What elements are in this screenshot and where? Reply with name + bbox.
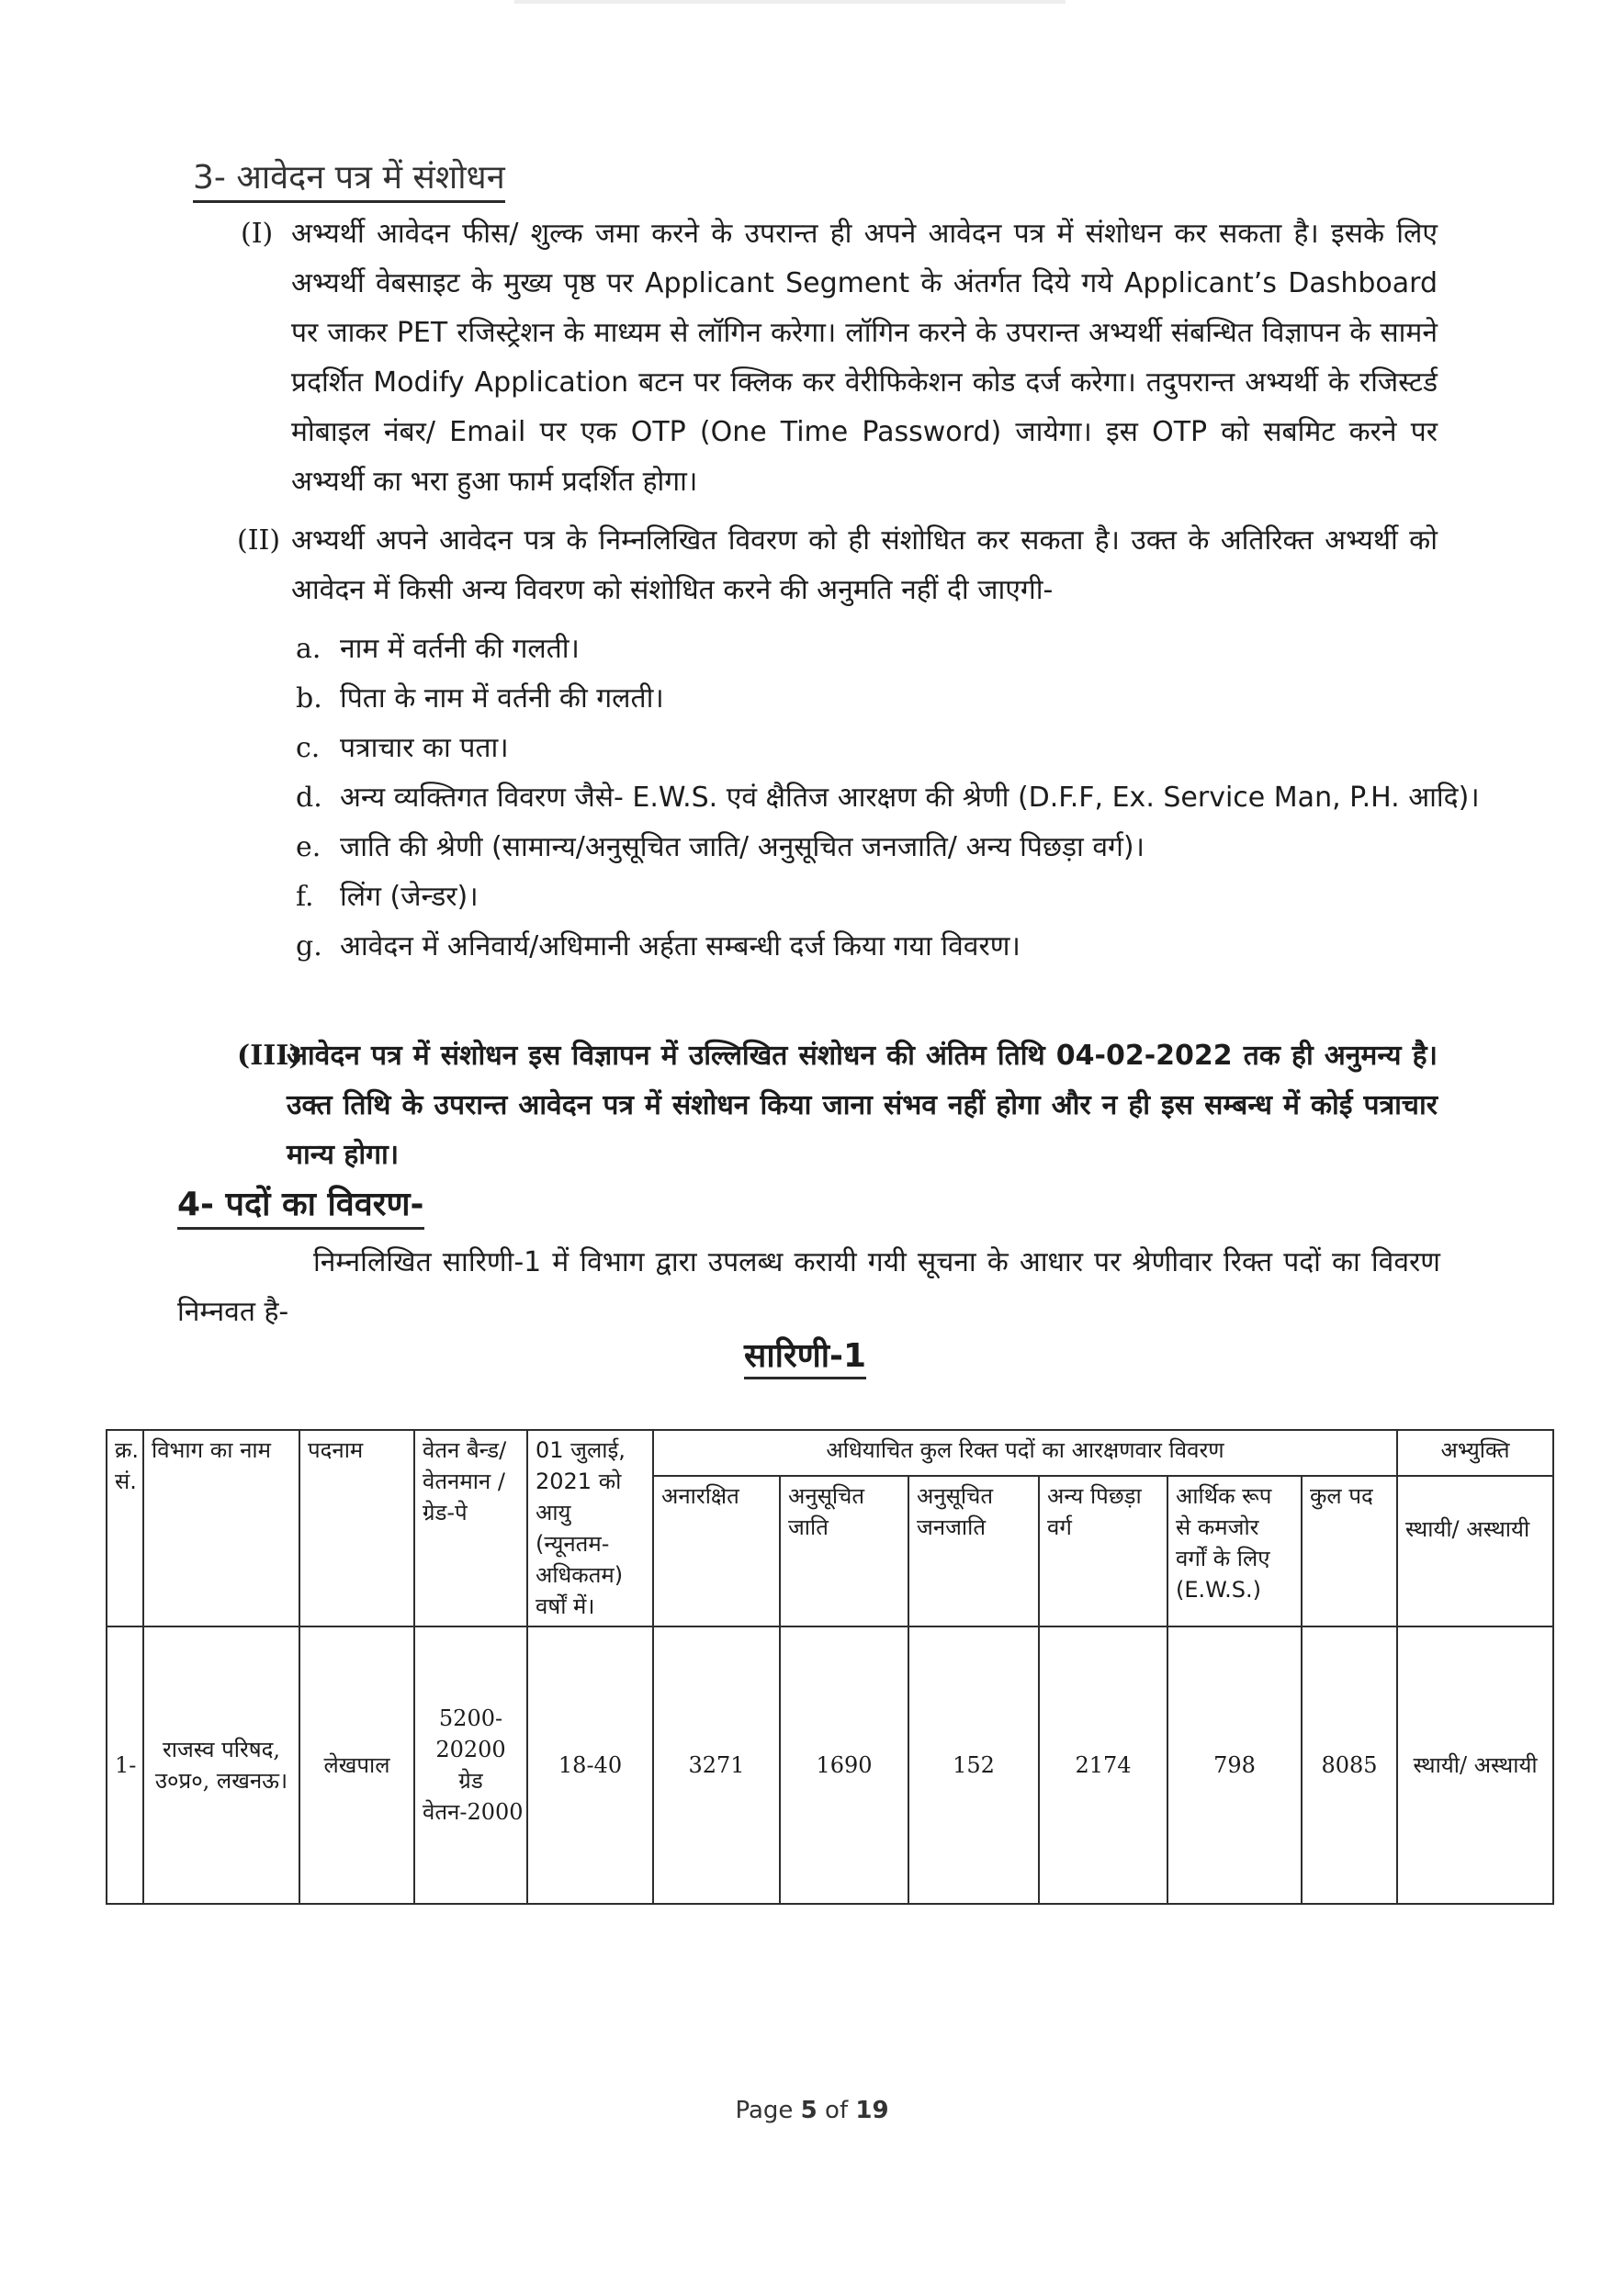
list-item	[296, 625, 1481, 674]
footer-total-pages: 19	[855, 2097, 889, 2124]
cell-total: 8085	[1302, 1626, 1397, 1904]
list-item-text: नाम में वर्तनी की गलती।	[340, 633, 580, 665]
list-item	[296, 823, 1481, 872]
cell-post: लेखपाल	[299, 1626, 414, 1904]
editable-fields-list	[296, 625, 1481, 972]
clause-1-text: अभ्यर्थी आवेदन फीस/ शुल्क जमा करने के उपरान्त ही अपने आवेदन पत्र में संशोधन कर सकता है। इसके लिए अभ्यर्थी वेबसाइट के मुख्य पृष्ठ पर Applicant Segment के अंतर्गत दिये गये Applicant’s Dashboard पर जाकर PET रजिस्ट्रेशन के माध्यम से लॉगिन करेगा। लॉगिन करने के उपरान्त अभ्यर्थी संबन्धित विज्ञापन के सामने प्रदर्शित Modify Application बटन पर क्लिक कर वेरीफिकेशन कोड दर्ज करेगा। तदुपरान्त अभ्यर्थी के रजिस्टर्ड मोबाइल नंबर/ Email पर एक OTP (One Time Password) जायेगा। इस OTP को सबमिट करने पर अभ्यर्थी का भरा हुआ फार्म प्रदर्शित होगा।	[291, 218, 1438, 498]
list-item-label: f.	[296, 881, 314, 913]
list-item	[296, 724, 1481, 773]
footer-middle: of	[817, 2097, 856, 2124]
list-item-text: पत्राचार का पता।	[340, 732, 509, 764]
vacancy-table	[106, 1429, 1554, 1905]
cell-sc: 1690	[780, 1626, 908, 1904]
header-unreserved: अनारक्षित	[653, 1476, 780, 1626]
table-header-row	[107, 1430, 1553, 1476]
header-department: विभाग का नाम	[143, 1430, 299, 1626]
header-st: अनुसूचित जनजाति	[908, 1476, 1039, 1626]
cell-department: राजस्व परिषद, उ०प्र०, लखनऊ।	[143, 1626, 299, 1904]
footer-prefix: Page	[735, 2097, 801, 2124]
list-item	[296, 922, 1481, 972]
header-reservation-group: अधियाचित कुल रिक्त पदों का आरक्षणवार विवरण	[653, 1430, 1397, 1476]
section-4-heading: 4- पदों का विवरण-	[177, 1185, 424, 1230]
cell-st: 152	[908, 1626, 1039, 1904]
header-ews: आर्थिक रूप से कमजोर वर्गों के लिए (E.W.S.)	[1167, 1476, 1302, 1626]
cell-ews: 798	[1167, 1626, 1302, 1904]
header-pay: वेतन बैन्ड/ वेतनमान /ग्रेड-पे	[414, 1430, 527, 1626]
scan-edge-mark	[514, 0, 1066, 4]
section-4-intro: निम्नलिखित सारिणी-1 में विभाग द्वारा उपलब्ध करायी गयी सूचना के आधार पर श्रेणीवार रिक्त पदों का विवरण निम्नवत है-	[177, 1246, 1440, 1328]
header-remarks: अभ्युक्ति	[1397, 1430, 1553, 1476]
section-3-heading: 3- आवेदन पत्र में संशोधन	[193, 158, 505, 203]
clause-3-text: आवेदन पत्र में संशोधन इस विज्ञापन में उल्लिखित संशोधन की अंतिम तिथि 04-02-2022 तक ही अनुमन्य है। उक्त तिथि के उपरान्त आवेदन पत्र में संशोधन किया जाना संभव नहीं होगा और न ही इस सम्बन्ध में कोई पत्राचार मान्य होगा।	[287, 1040, 1438, 1171]
cell-age: 18-40	[527, 1626, 653, 1904]
list-item-label: g.	[296, 930, 322, 962]
page-footer	[0, 2097, 1624, 2124]
clause-label-2: (II)	[237, 524, 281, 557]
clause-2-text: अभ्यर्थी अपने आवेदन पत्र के निम्नलिखित विवरण को ही संशोधित कर सकता है। उक्त के अतिरिक्त अभ्यर्थी को आवेदन में किसी अन्य विवरण को संशोधित करने की अनुमति नहीं दी जाएगी-	[291, 524, 1438, 606]
table-row	[107, 1626, 1553, 1904]
cell-serial: 1-	[107, 1626, 143, 1904]
list-item-label: b.	[296, 682, 322, 715]
list-item-text: अन्य व्यक्तिगत विवरण जैसे- E.W.S. एवं क्षैतिज आरक्षण की श्रेणी (D.F.F, Ex. Service Man, P.H. आदि)।	[340, 782, 1480, 814]
cell-remarks: स्थायी/ अस्थायी	[1397, 1626, 1553, 1904]
table-title: सारिणी-1	[744, 1336, 866, 1379]
header-total: कुल पद	[1302, 1476, 1397, 1626]
header-serial: क्र. सं.	[107, 1430, 143, 1626]
list-item-text: जाति की श्रेणी (सामान्य/अनुसूचित जाति/ अनुसूचित जनजाति/ अन्य पिछड़ा वर्ग)।	[340, 831, 1145, 863]
list-item-text: लिंग (जेन्डर)।	[340, 881, 479, 913]
list-item-label: c.	[296, 732, 321, 764]
list-item-label: d.	[296, 782, 322, 814]
clause-label-3: (III)	[237, 1040, 302, 1072]
list-item-label: e.	[296, 831, 321, 863]
cell-obc: 2174	[1039, 1626, 1167, 1904]
cell-pay: 5200-20200 ग्रेड वेतन-2000	[414, 1626, 527, 1904]
header-post: पदनाम	[299, 1430, 414, 1626]
header-remarks-sub: स्थायी/ अस्थायी	[1397, 1476, 1553, 1626]
header-obc: अन्य पिछड़ा वर्ग	[1039, 1476, 1167, 1626]
list-item-text: आवेदन में अनिवार्य/अधिमानी अर्हता सम्बन्धी दर्ज किया गया विवरण।	[340, 930, 1021, 962]
list-item	[296, 872, 1481, 922]
footer-current-page: 5	[800, 2097, 818, 2124]
list-item-text: पिता के नाम में वर्तनी की गलती।	[340, 682, 664, 715]
list-item-label: a.	[296, 633, 321, 665]
cell-unreserved: 3271	[653, 1626, 780, 1904]
clause-label-1: (I)	[241, 218, 274, 250]
header-sc: अनुसूचित जाति	[780, 1476, 908, 1626]
header-age: 01 जुलाई, 2021 को आयु (न्यूनतम- अधिकतम) वर्षों में।	[527, 1430, 653, 1626]
list-item	[296, 773, 1481, 823]
list-item	[296, 674, 1481, 724]
